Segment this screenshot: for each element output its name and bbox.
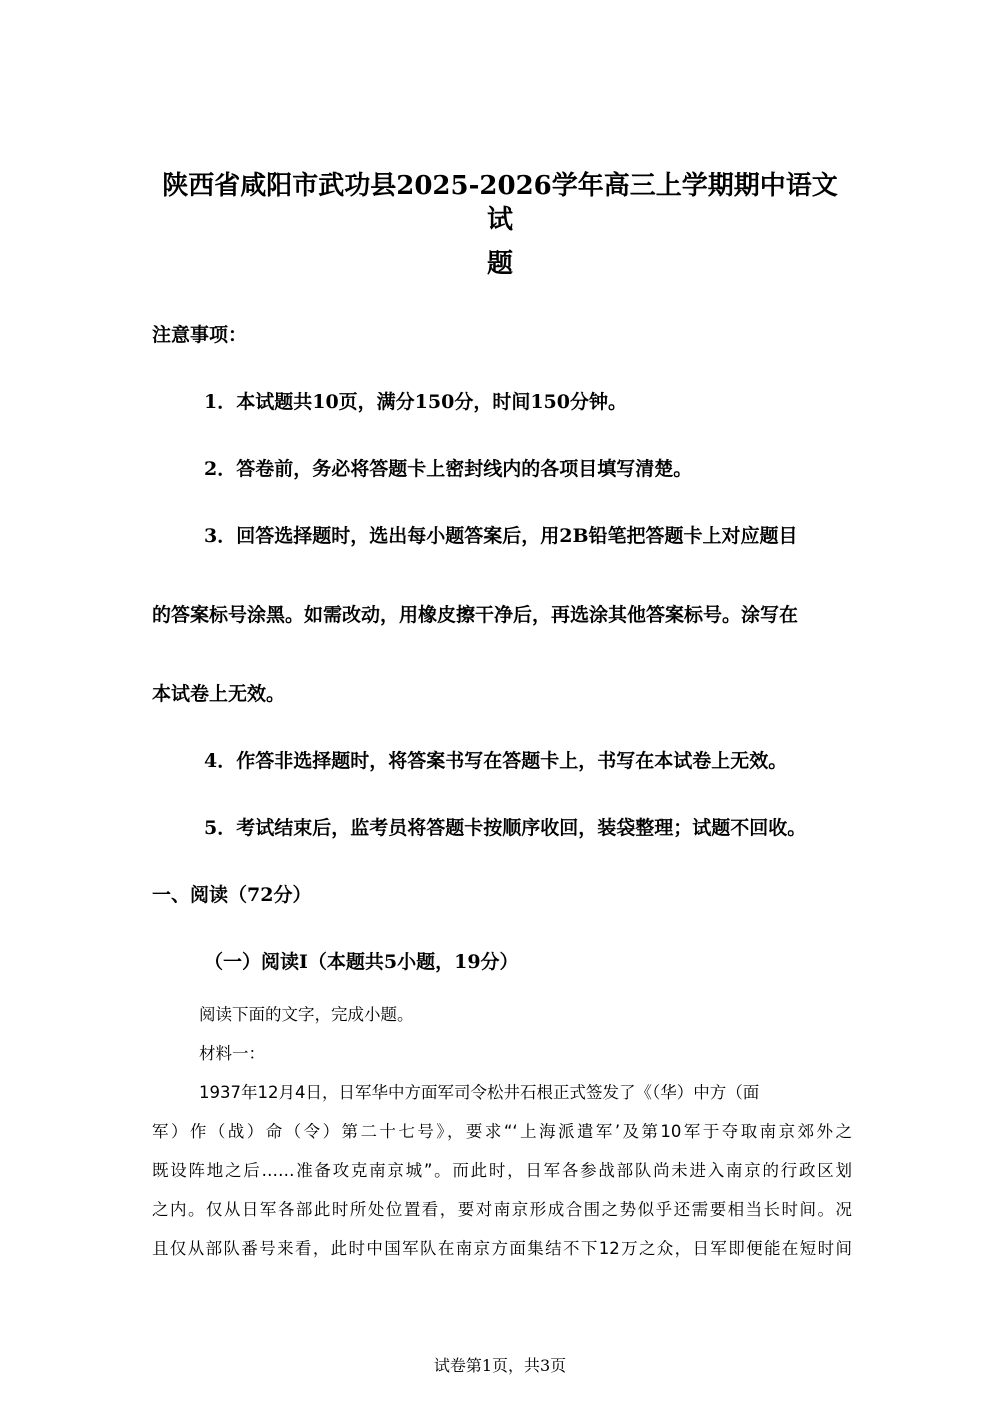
passage-line-2: 军）作（战）命（令）第二十七号》，要求“‘上海派遣军’及第10军于夺取南京郊外之 <box>152 1122 852 1141</box>
material-label: 材料一： <box>199 1044 265 1063</box>
page-footer: 试卷第1页，共3页 <box>433 1356 567 1375</box>
reading-instruction: 阅读下面的文字，完成小题。 <box>199 1005 414 1024</box>
notice-item-1: 1．本试题共10页，满分150分，时间150分钟。 <box>204 391 627 413</box>
section-heading: 一、阅读（72分） <box>152 884 312 906</box>
document-title-line-2: 题 <box>486 249 513 279</box>
passage-line-4: 之内。仅从日军各部此时所处位置看，要对南京形成合围之势似乎还需要相当长时间。况 <box>152 1200 852 1219</box>
notice-item-3-line-2: 的答案标号涂黑。如需改动，用橡皮擦干净后，再选涂其他答案标号。涂写在 <box>152 604 799 626</box>
passage-line-3: 既设阵地之后……准备攻克南京城”。而此时，日军各参战部队尚未进入南京的行政区划 <box>152 1161 852 1180</box>
notice-item-2: 2．答卷前，务必将答题卡上密封线内的各项目填写清楚。 <box>204 458 693 480</box>
notice-item-5: 5．考试结束后，监考员将答题卡按顺序收回，装袋整理；试题不回收。 <box>204 817 807 839</box>
subsection-heading: （一）阅读Ⅰ（本题共5小题，19分） <box>204 951 519 973</box>
passage-line-1: 1937年12月4日，日军华中方面军司令松井石根正式签发了《（华）中方（面 <box>199 1083 760 1102</box>
notice-heading: 注意事项： <box>152 324 248 346</box>
passage-line-5: 且仅从部队番号来看，此时中国军队在南京方面集结不下12万之众，日军即便能在短时间 <box>152 1239 852 1258</box>
document-title-line-1: 陕西省咸阳市武功县2025-2026学年高三上学期期中语文试 <box>162 171 838 235</box>
notice-item-4: 4．作答非选择题时，将答案书写在答题卡上，书写在本试卷上无效。 <box>204 750 788 772</box>
notice-item-3-line-3: 本试卷上无效。 <box>152 683 286 705</box>
notice-item-3-line-1: 3．回答选择题时，选出每小题答案后，用2B铅笔把答题卡上对应题目 <box>204 525 798 547</box>
